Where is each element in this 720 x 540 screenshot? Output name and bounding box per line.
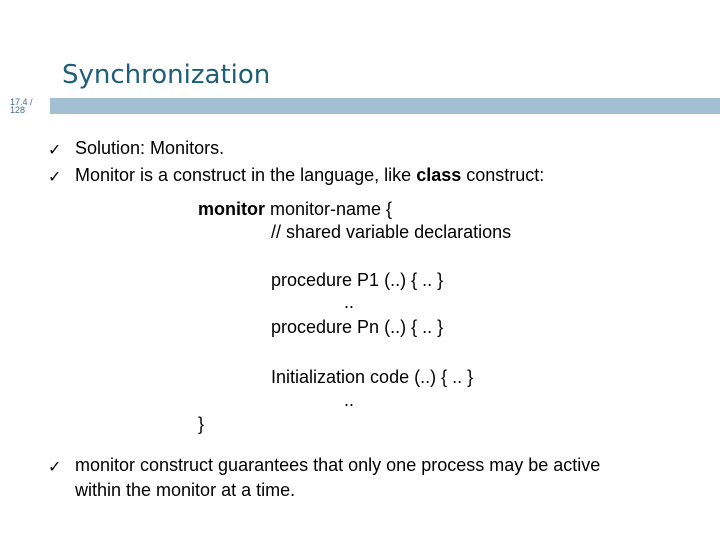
- slide-number: [0, 98, 50, 114]
- code-header-rest: monitor-name {: [265, 199, 393, 219]
- bullet-bold-keyword: class: [416, 165, 462, 185]
- check-icon: ✓: [48, 142, 62, 159]
- code-ellipsis: ..: [344, 390, 355, 410]
- slide-number-line2: 128: [10, 105, 26, 115]
- code-keyword: monitor: [198, 199, 265, 219]
- bullet-text: construct:: [461, 165, 545, 185]
- bullet-guarantee: monitor construct guarantees that only one process may be active: [75, 455, 601, 475]
- code-ellipsis: ..: [344, 292, 355, 312]
- code-procedure-pn: procedure Pn (..) { .. }: [271, 317, 444, 337]
- slide-number-line1: 17.4 /: [10, 97, 33, 107]
- bullet-solution: Solution: Monitors.: [75, 138, 225, 158]
- check-icon: ✓: [48, 169, 62, 186]
- bullet-text: Monitor is a construct in the language, like: [75, 165, 417, 185]
- code-initialization: Initialization code (..) { .. }: [271, 367, 474, 387]
- code-procedure-p1: procedure P1 (..) { .. }: [271, 270, 444, 290]
- code-header: [198, 199, 392, 220]
- slide-title: Synchronization: [62, 60, 271, 90]
- bullet-monitor-construct: [75, 165, 544, 186]
- bullet-guarantee-continued: within the monitor at a time.: [75, 480, 296, 500]
- code-comment: // shared variable declarations: [271, 222, 512, 242]
- title-rule-bar: [50, 98, 720, 114]
- code-closing-brace: }: [198, 414, 205, 434]
- check-icon: ✓: [48, 459, 62, 476]
